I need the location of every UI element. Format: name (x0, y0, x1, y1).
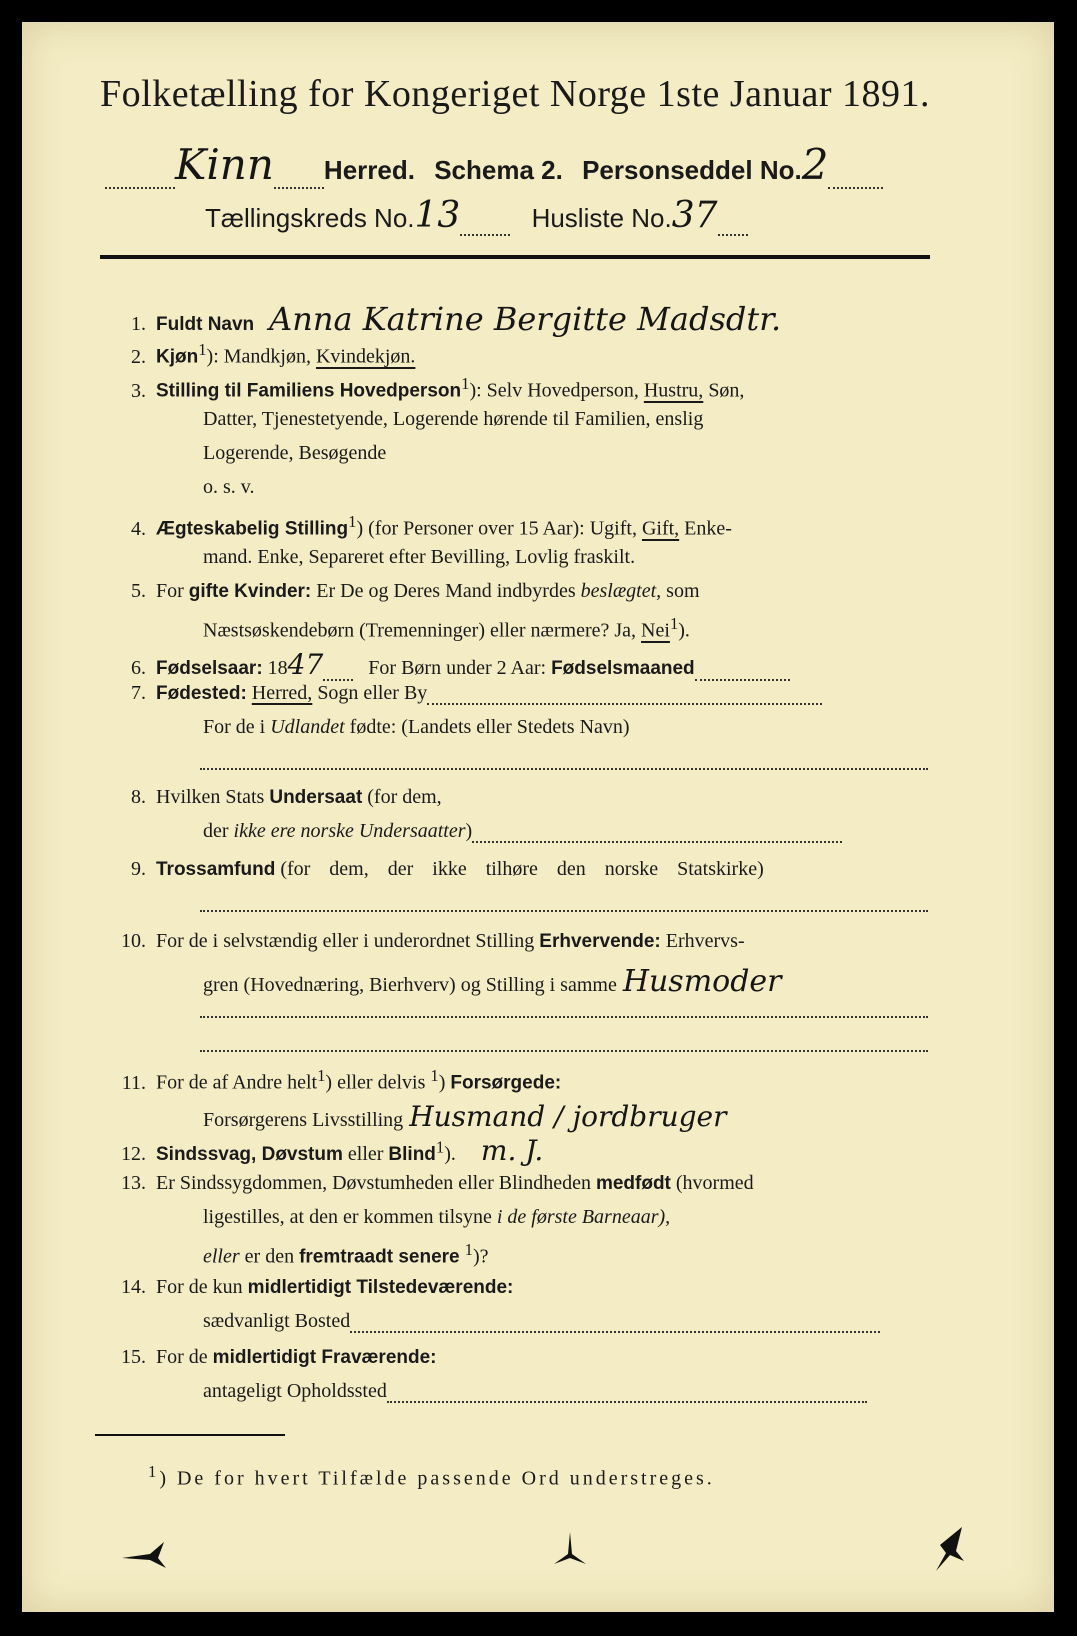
dotted-line (200, 910, 928, 912)
footnote: $^1$) De for hvert Tilfælde passende Ord understreges. (148, 1462, 715, 1490)
item-5: 5. For gifte Kvinder: Er De og Deres Mand indbyrdes beslægtet, som (131, 580, 700, 602)
marital-selected: Gift, (641, 517, 680, 540)
item-9: 9. Trossamfund (for dem, der ikke tilhøre den norske Statskirke) (131, 858, 764, 880)
dotted-line (828, 186, 883, 189)
item-7: 7. Fødested: Herred, Sogn eller By (100, 682, 822, 705)
header-rule (100, 255, 930, 259)
related-selected: Nei (641, 619, 670, 642)
sex-label: Kjøn (156, 346, 199, 368)
dotted-line (200, 768, 928, 770)
item-12: 12. Sindssvag, Døvstum eller Blind$^1$). m. J. (121, 1134, 544, 1167)
dotted-line (718, 233, 748, 236)
herred-label: Herred. (323, 155, 415, 185)
herred-line (105, 140, 883, 189)
dotted-line (274, 186, 324, 189)
item-11: 11. For de af Andre helt$^1$) eller delvis $^1$) Forsørgede: (121, 1066, 562, 1094)
full-name-value: Anna Katrine Bergitte Madsdtr. (269, 300, 782, 338)
dotted-line (105, 186, 175, 189)
item-8: 8. Hvilken Stats Undersaat (for dem, (131, 786, 442, 808)
dotted-line (200, 1016, 928, 1018)
item-2: 2. Kjøn$^1$): Mandkjøn, Kvindekjøn. (131, 340, 416, 368)
kreds-value: 13 (414, 195, 461, 236)
census-form (22, 22, 1054, 1612)
personseddel-value: 2 (801, 140, 829, 189)
position-selected: Hustru, (643, 379, 704, 402)
husliste-value: 37 (671, 195, 718, 236)
item-6: 6. Fødselsaar: 1847 For Børn under 2 Aar: Fødselsmaaned (100, 648, 790, 681)
corner-mark-icon (550, 1530, 590, 1570)
kreds-label: Tællingskreds No. (205, 203, 415, 233)
birth-year-value: 47 (287, 648, 324, 681)
item-15: 15. For de midlertidigt Fraværende: (121, 1346, 437, 1368)
full-name-label: Fuldt Navn (156, 314, 255, 335)
dotted-line (200, 1050, 928, 1052)
personseddel-label: Personseddel No. (582, 155, 802, 185)
item-1: 1. Fuldt Navn Anna Katrine Bergitte Madsdtr. (131, 300, 782, 338)
item-4: 4. Ægteskabelig Stilling$^1$) (for Personer over 15 Aar): Ugift, Gift, Enke- (131, 512, 732, 540)
corner-mark-icon (930, 1525, 970, 1575)
item-13: 13. Er Sindssygdommen, Døvstumheden eller Blindheden medfødt (hvormed (121, 1172, 754, 1194)
item-10: 10. For de i selvstændig eller i underordnet Stilling Erhvervende: Erhvervs- (121, 930, 745, 952)
occupation-value: Husmoder (622, 964, 782, 999)
dotted-line (460, 233, 510, 236)
item-14: 14. For de kun midlertidigt Tilstedeværende: (121, 1276, 514, 1298)
kreds-line (205, 195, 748, 236)
sex-selected: Kvindekjøn. (315, 345, 416, 368)
form-title: Folketælling for Kongeriget Norge 1ste Januar 1891. (100, 73, 931, 115)
footnote-rule (95, 1434, 285, 1436)
herred-value: Kinn (175, 140, 274, 189)
corner-mark-icon (120, 1540, 170, 1570)
schema-label: Schema 2. (434, 155, 563, 185)
husliste-label: Husliste No. (531, 203, 672, 233)
disability-value: m. J. (480, 1134, 544, 1167)
provider-value: Husmand / jordbruger (409, 1100, 727, 1133)
birthplace-selected: Herred, (251, 682, 313, 704)
item-3: 3. Stilling til Familiens Hovedperson$^1$): Selv Hovedperson, Hustru, Søn, (131, 374, 745, 402)
